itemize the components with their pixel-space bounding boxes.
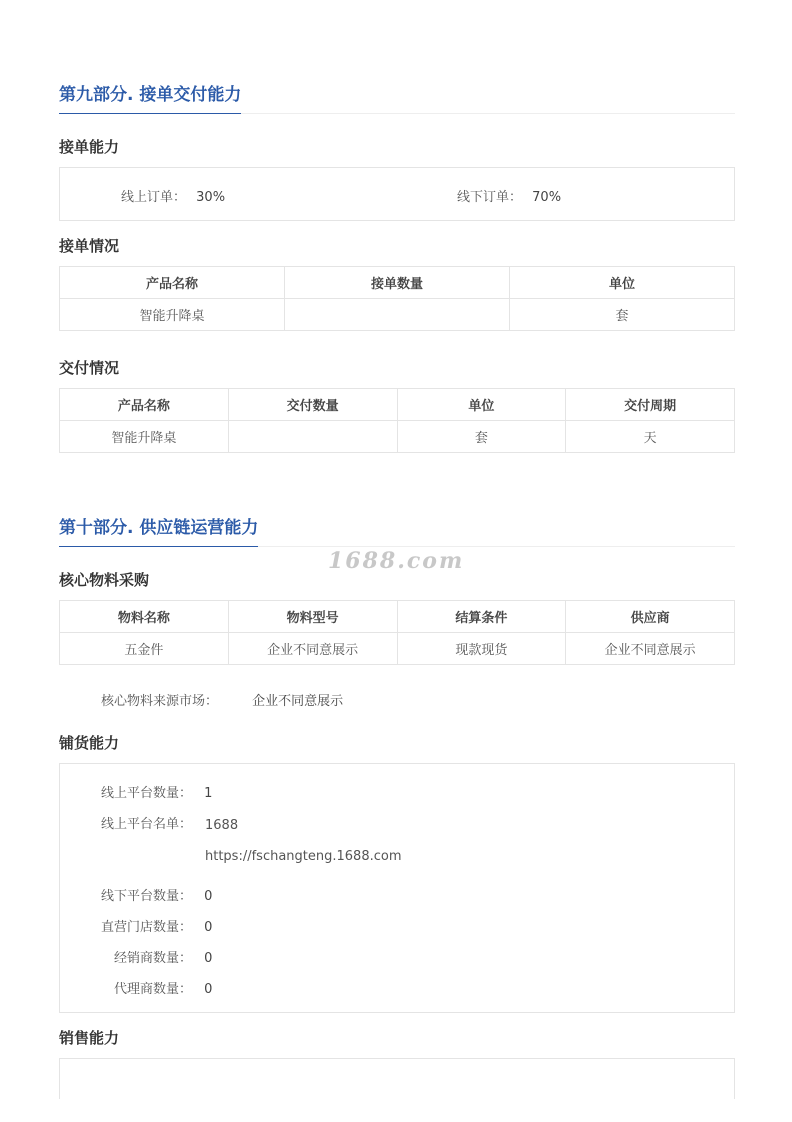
table-cell (228, 421, 397, 453)
offline-count-label: 线下平台数量： (100, 889, 192, 904)
table-cell: 智能升降桌 (60, 299, 285, 331)
table-header-cell: 单位 (510, 267, 735, 299)
table-cell: 现款现货 (397, 633, 566, 665)
table-row (60, 299, 735, 331)
delivery-status-table (59, 388, 735, 453)
offline-count-row (80, 885, 212, 904)
offline-order-value: 70% (532, 190, 562, 205)
order-status-title: 接单情况 (59, 237, 120, 255)
table-cell: 套 (397, 421, 566, 453)
table-cell: 天 (566, 421, 735, 453)
online-list-row (80, 813, 192, 832)
watermark-logo: 1688.com (328, 548, 465, 574)
sales-box (59, 1058, 735, 1099)
dealer-label: 经销商数量： (113, 951, 192, 966)
source-market-value: 企业不同意展示 (252, 694, 344, 709)
direct-store-label: 直营门店数量： (100, 920, 192, 935)
table-header-cell: 交付周期 (566, 389, 735, 421)
agent-label: 代理商数量： (113, 982, 192, 997)
dealer-row (80, 947, 212, 966)
table-cell: 五金件 (60, 633, 229, 665)
table-header-row (60, 601, 735, 633)
offline-order-row (457, 186, 561, 205)
table-header-cell: 物料型号 (228, 601, 397, 633)
table-header-cell: 产品名称 (60, 389, 229, 421)
online-count-label: 线上平台数量： (100, 786, 192, 801)
section9-title: 第九部分. 接单交付能力 (59, 80, 241, 114)
online-count-value: 1 (204, 786, 213, 801)
table-cell: 智能升降桌 (60, 421, 229, 453)
table-header-row (60, 267, 735, 299)
section9-header (59, 80, 735, 114)
delivery-status-title: 交付情况 (59, 359, 120, 377)
agent-row (80, 978, 212, 997)
order-capacity-title: 接单能力 (59, 138, 120, 156)
table-cell: 套 (510, 299, 735, 331)
order-status-table (59, 266, 735, 331)
table-cell: 企业不同意展示 (228, 633, 397, 665)
table-header-cell: 单位 (397, 389, 566, 421)
table-header-cell: 产品名称 (60, 267, 285, 299)
agent-value: 0 (204, 982, 213, 997)
table-header-cell: 物料名称 (60, 601, 229, 633)
sales-title: 销售能力 (59, 1029, 120, 1047)
table-header-cell: 交付数量 (228, 389, 397, 421)
table-header-cell: 供应商 (566, 601, 735, 633)
online-order-value: 30% (196, 190, 226, 205)
table-header-row (60, 389, 735, 421)
online-list-label: 线上平台名单： (100, 817, 192, 832)
table-cell (285, 299, 510, 331)
table-cell: 企业不同意展示 (566, 633, 735, 665)
offline-count-value: 0 (204, 889, 213, 904)
source-market-row (101, 690, 343, 709)
direct-store-value: 0 (204, 920, 213, 935)
section10-header (59, 513, 735, 547)
section10-title: 第十部分. 供应链运营能力 (59, 513, 258, 547)
online-order-row (121, 186, 225, 205)
dealer-value: 0 (204, 951, 213, 966)
table-header-cell: 接单数量 (285, 267, 510, 299)
table-header-cell: 结算条件 (397, 601, 566, 633)
distribution-title: 铺货能力 (59, 734, 120, 752)
online-count-row (80, 782, 212, 801)
online-list-item: 1688 (205, 818, 239, 833)
core-material-table (59, 600, 735, 665)
online-order-label: 线上订单： (121, 190, 187, 205)
offline-order-label: 线下订单： (457, 190, 523, 205)
online-list-link[interactable]: https://fschangteng.1688.com (205, 849, 402, 864)
table-row (60, 633, 735, 665)
source-market-label: 核心物料来源市场： (101, 694, 219, 709)
table-row (60, 421, 735, 453)
core-material-title: 核心物料采购 (59, 571, 150, 589)
direct-store-row (80, 916, 212, 935)
